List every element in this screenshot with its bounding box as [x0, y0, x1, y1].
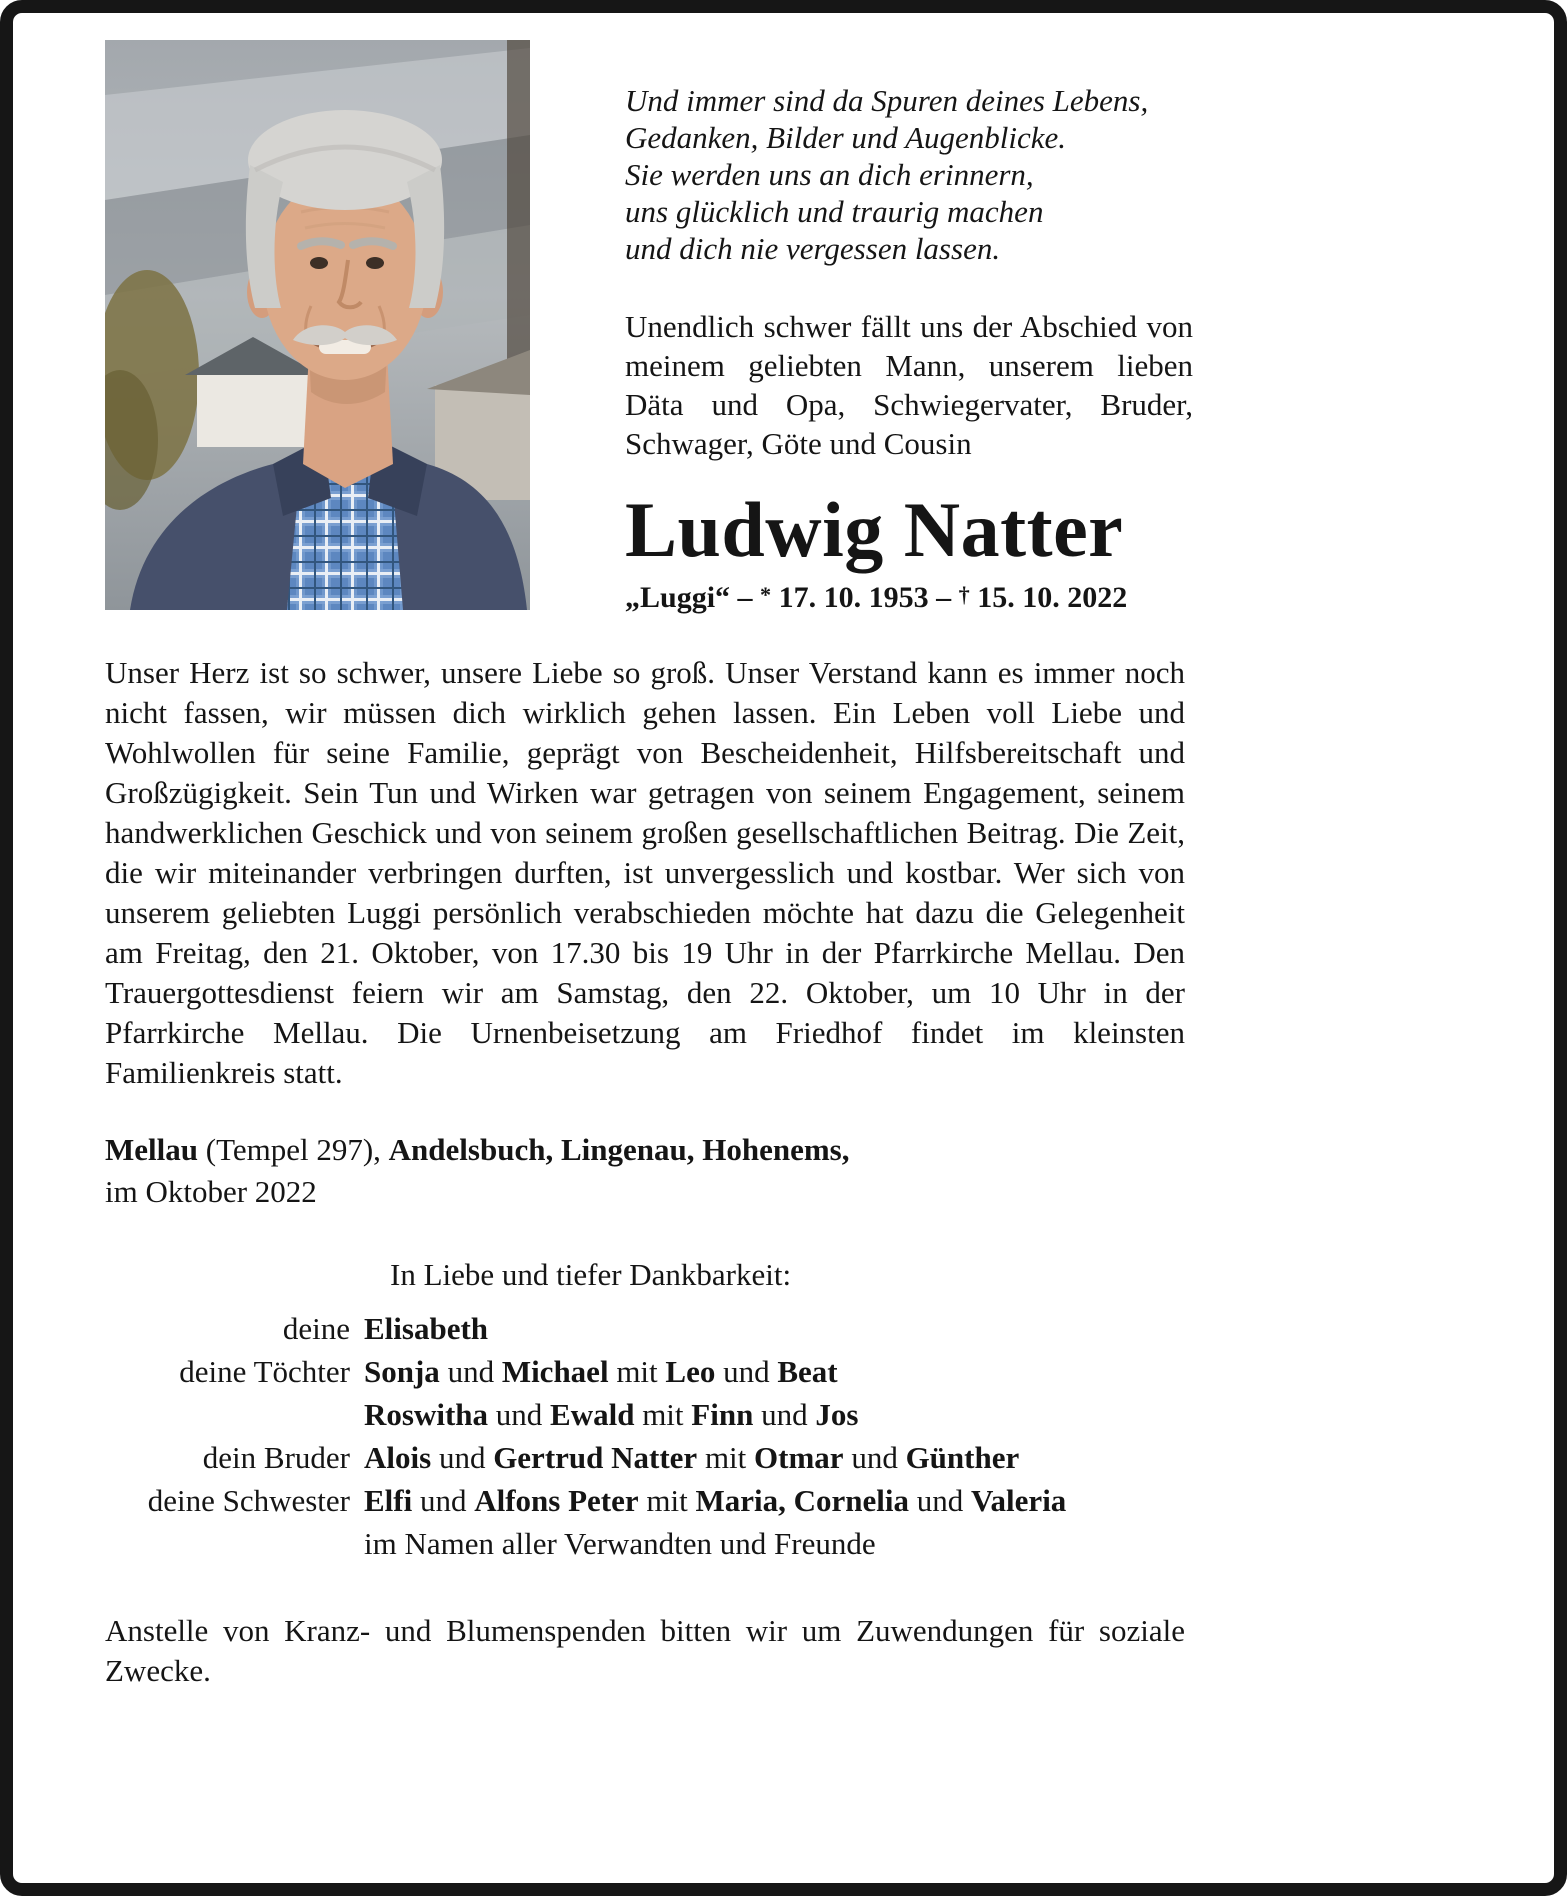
- portrait-photo: [105, 40, 530, 610]
- poem-line: Gedanken, Bilder und Augenblicke.: [625, 120, 1067, 155]
- text-segment: und: [715, 1353, 778, 1389]
- text-segment: Roswitha: [364, 1396, 489, 1432]
- family-list: [105, 1307, 1185, 1565]
- text-segment: Sonja: [364, 1353, 440, 1389]
- text-segment: Günther: [905, 1439, 1020, 1475]
- family-names: [364, 1522, 1185, 1565]
- text-segment: Ewald: [550, 1396, 635, 1432]
- poem-line: Sie werden uns an dich erinnern,: [625, 157, 1034, 192]
- text-segment: Andelsbuch, Lingenau, Hohenems,: [388, 1131, 850, 1167]
- text-segment: Finn: [691, 1396, 754, 1432]
- text-segment: Leo: [665, 1353, 716, 1389]
- text-segment: und: [412, 1482, 475, 1518]
- obituary-body-text: Unser Herz ist so schwer, unsere Liebe so groß. Unser Verstand kann es immer noch nicht fassen, wir müssen dich wirklich gehen lassen. Ein Leben voll Liebe und Wohlwollen für seine Familie, geprägt von Bescheidenheit, Hilfsbereitschaft und Großzügigkeit. Sein Tun und Wirken war getragen von seinem Engagement, seinem handwerklichen Geschick und von seinem großen gesellschaftlichen Beitrag. Die Zeit, die wir miteinander verbringen durften, ist unvergesslich und kostbar. Wer sich von unserem geliebten Luggi persönlich verabschieden möchte hat dazu die Gelegenheit am Freitag, den 21. Oktober, von 17.30 bis 19 Uhr in der Pfarrkirche Mellau. Den Trauergottesdienst feiern wir am Samstag, den 22. Oktober, um 10 Uhr in der Pfarrkirche Mellau. Die Urnenbeisetzung am Friedhof findet im kleinsten Familienkreis statt.: [105, 654, 1185, 1090]
- text-segment: und: [439, 1353, 502, 1389]
- family-relation-label: [105, 1393, 350, 1436]
- text-segment: Beat: [777, 1353, 838, 1389]
- text-segment: mit: [608, 1353, 666, 1389]
- text-segment: Jos: [815, 1396, 859, 1432]
- text-segment: und: [488, 1396, 551, 1432]
- text-segment: im Namen aller Verwandten und Freunde: [364, 1525, 876, 1561]
- text-segment: mit: [638, 1482, 696, 1518]
- text-segment: und: [753, 1396, 816, 1432]
- death-cross-symbol: †: [958, 581, 970, 607]
- death-date: 15. 10. 2022: [969, 580, 1128, 614]
- text-segment: Elfi: [364, 1482, 413, 1518]
- life-dates: [625, 581, 1193, 615]
- text-segment: und: [843, 1439, 906, 1475]
- date-line: im Oktober 2022: [105, 1173, 317, 1209]
- family-relation-label: deine Töchter: [179, 1353, 350, 1389]
- text-segment: (Tempel 297),: [198, 1131, 389, 1167]
- text-segment: mit: [697, 1439, 755, 1475]
- dates-separator: –: [928, 580, 959, 614]
- family-names: [364, 1479, 1185, 1522]
- family-names: [364, 1436, 1185, 1479]
- text-segment: und: [909, 1482, 972, 1518]
- text-segment: Elisabeth: [364, 1310, 489, 1346]
- obituary-content: [13, 13, 1554, 1691]
- text-segment: Gertrud Natter: [493, 1439, 698, 1475]
- header-section: [105, 40, 1554, 615]
- text-segment: mit: [634, 1396, 692, 1432]
- places-line: [105, 1129, 1185, 1171]
- family-names: [364, 1307, 1185, 1350]
- nickname: „Luggi“ –: [625, 580, 761, 614]
- text-segment: Mellau: [105, 1131, 198, 1167]
- deceased-name: Ludwig Natter: [625, 486, 1124, 573]
- portrait-photo-graphic: [105, 40, 530, 610]
- gratitude-line: In Liebe und tiefer Dankbarkeit:: [390, 1256, 792, 1292]
- family-names: [364, 1393, 1185, 1436]
- family-relation-label: [105, 1522, 350, 1565]
- header-text-column: [625, 40, 1193, 615]
- donation-note: Anstelle von Kranz- und Blumenspenden bitten wir um Zuwendungen für soziale Zwecke.: [105, 1612, 1185, 1688]
- poem-line: Und immer sind da Spuren deines Lebens,: [625, 83, 1149, 118]
- family-relation-label: dein Bruder: [202, 1439, 350, 1475]
- family-names: [364, 1350, 1185, 1393]
- text-segment: Otmar: [754, 1439, 844, 1475]
- poem-line: uns glücklich und traurig machen: [625, 194, 1044, 229]
- text-segment: Alois: [364, 1439, 432, 1475]
- family-relation-label: deine Schwester: [147, 1482, 350, 1518]
- text-segment: Alfons Peter: [474, 1482, 639, 1518]
- family-relation-label: deine: [282, 1310, 350, 1346]
- places-section: [105, 1129, 1185, 1213]
- intro-text: Unendlich schwer fällt uns der Abschied von meinem geliebten Mann, unserem lieben Däta und Opa, Schwiegervater, Bruder, Schwager, Göte und Cousin: [625, 309, 1193, 461]
- text-segment: Michael: [501, 1353, 609, 1389]
- text-segment: Valeria: [971, 1482, 1067, 1518]
- birth-date: 17. 10. 1953: [771, 580, 929, 614]
- poem-line: und dich nie vergessen lassen.: [625, 231, 1001, 266]
- text-segment: Maria, Cornelia: [695, 1482, 910, 1518]
- memorial-poem: [625, 82, 1193, 267]
- birth-star-symbol: *: [760, 581, 772, 607]
- text-segment: und: [431, 1439, 494, 1475]
